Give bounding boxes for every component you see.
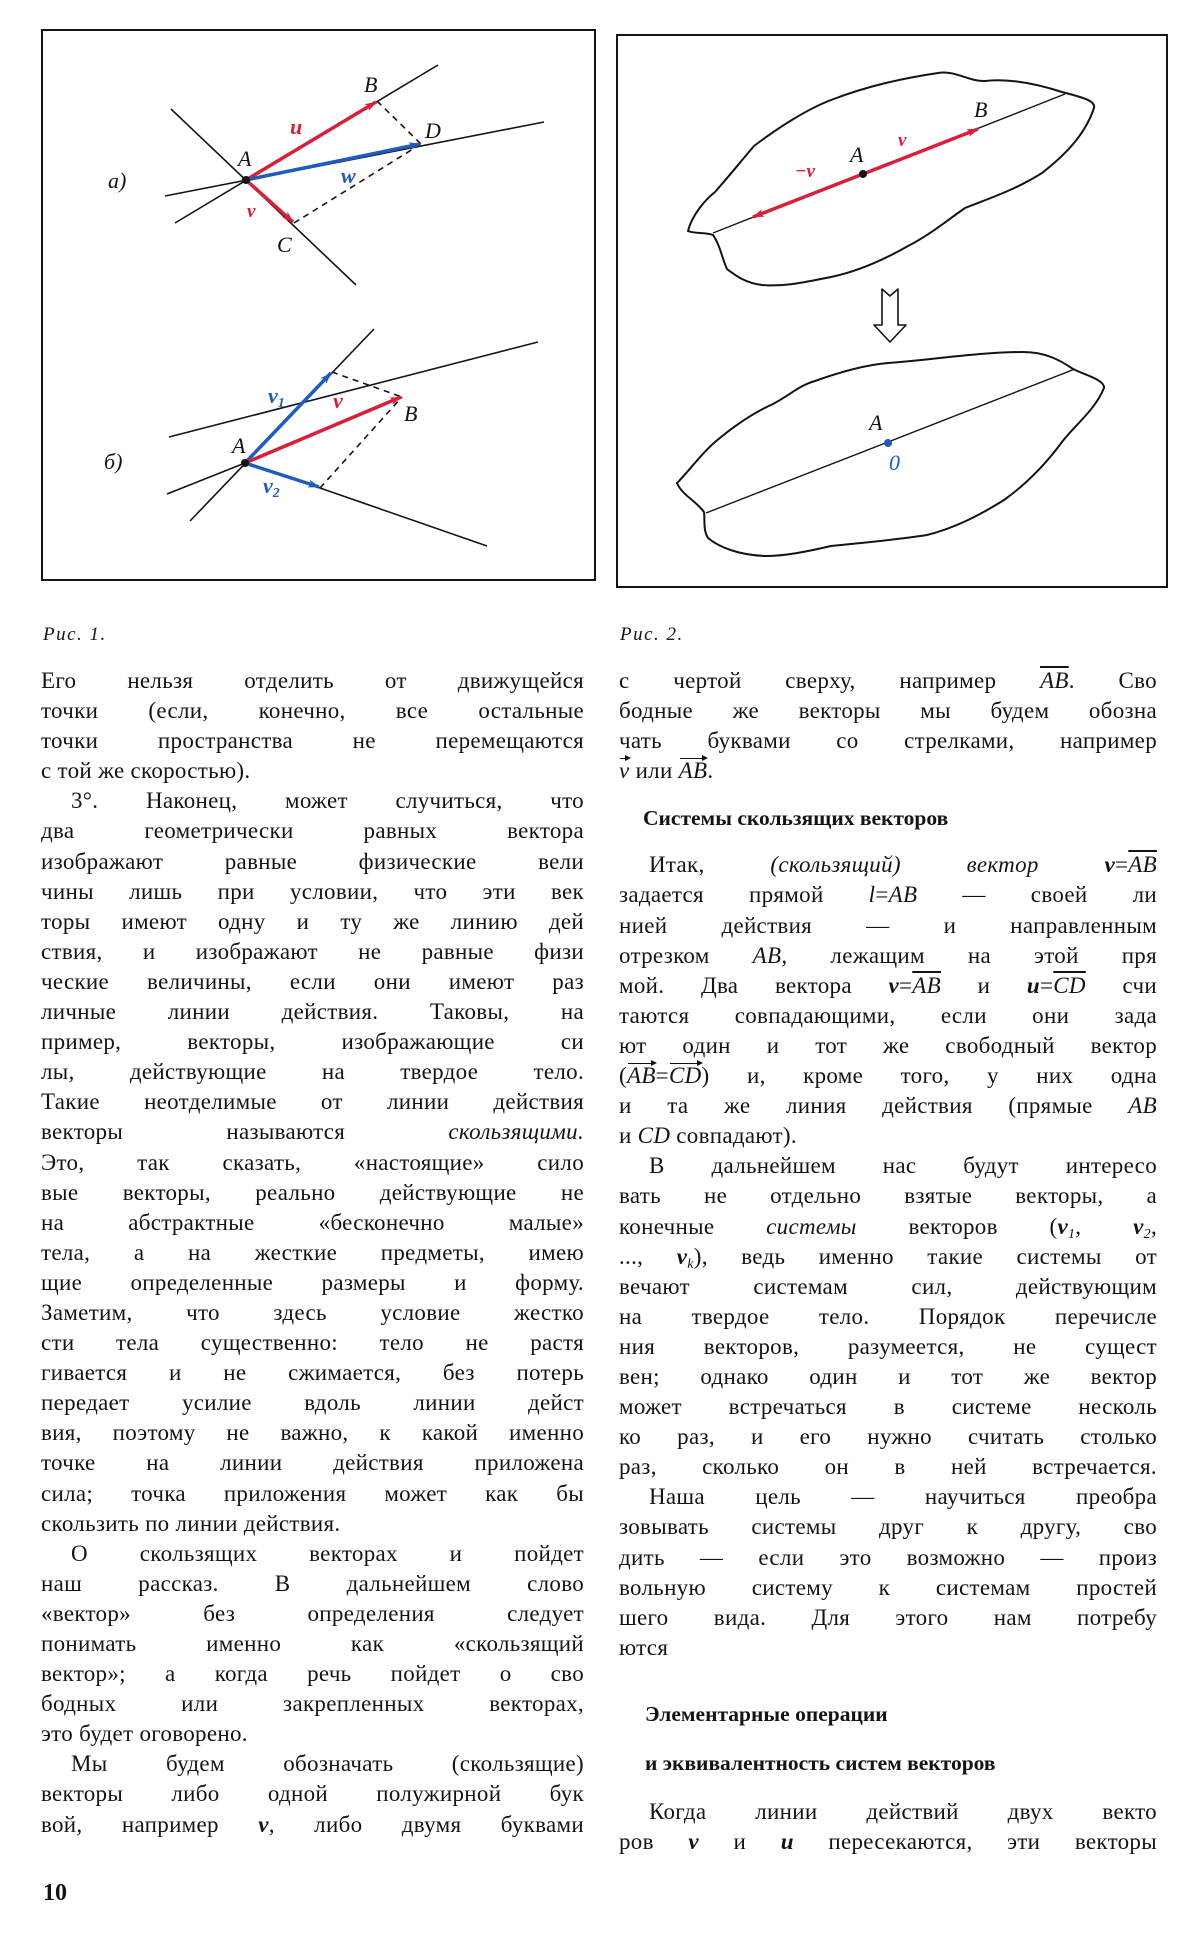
dashed-b-d	[377, 101, 421, 144]
text-line	[619, 1121, 1157, 1151]
text-line	[619, 971, 1157, 1001]
text-run: ), ведь именно такие системы от	[693, 1243, 1157, 1269]
label-vector-v: v	[898, 130, 907, 151]
text-line	[41, 937, 584, 967]
text-run: и	[619, 1123, 638, 1149]
text-run: ,	[1075, 1213, 1134, 1239]
text-run: таются совпадающими, если они зада	[619, 1002, 1157, 1028]
text-line	[41, 877, 584, 907]
text-run: ствия, и изображают не равные физи	[41, 938, 584, 964]
figure-2	[600, 0, 1200, 600]
math-symbol: $\overline{AB}$	[912, 972, 941, 998]
vector-w	[246, 144, 420, 180]
text-run: Его нельзя отделить от движущейся	[41, 668, 584, 693]
text-run: вать не отдельно взятые векторы, а	[619, 1183, 1157, 1209]
text-run: торы имеют одну и ту же линию дей	[41, 908, 584, 934]
math-symbol: k	[687, 1256, 694, 1272]
figure-1-frame	[42, 30, 595, 580]
text-run: скользить по линии действия.	[41, 1510, 341, 1536]
text-line	[41, 1448, 584, 1478]
text-line	[41, 666, 584, 696]
label-point-a: A	[238, 146, 252, 171]
text-line	[619, 1797, 1157, 1827]
vector-symbol: v	[1057, 1213, 1068, 1239]
text-line	[41, 696, 584, 726]
label-a-part: а)	[108, 168, 127, 193]
text-run: чать буквами со стрелками, например	[619, 728, 1157, 754]
text-run: вой, например	[41, 1811, 259, 1837]
point-a	[241, 459, 249, 467]
text-line	[41, 726, 584, 756]
math-symbol: 2	[1143, 1226, 1151, 1242]
label-point-a: A	[869, 410, 883, 435]
text-line	[41, 1328, 584, 1358]
text-run: «вектор» без определения следует	[41, 1600, 584, 1626]
text-line	[619, 1543, 1157, 1573]
text-run: =	[1115, 852, 1129, 878]
text-line	[41, 1719, 584, 1749]
text-run: ,	[1150, 1213, 1157, 1239]
section-heading: и эквивалентность систем векторов	[645, 1750, 996, 1775]
text-line	[41, 1810, 584, 1840]
label-vector-minus-v: −v	[795, 161, 815, 182]
math-symbol: CD	[669, 1061, 702, 1091]
text-line	[619, 1001, 1157, 1031]
vector-v	[863, 129, 978, 174]
vector-symbol: v	[888, 972, 899, 998]
figure-2-frame	[617, 35, 1167, 587]
part-b-diagram	[167, 329, 538, 546]
emphasis-text: системы	[766, 1213, 857, 1239]
math-symbol: AB	[627, 1061, 656, 1091]
label-vector-u: u	[290, 114, 303, 139]
text-run: Это, так сказать, «настоящие» сило	[41, 1149, 584, 1175]
text-run: , либо двумя буквами	[268, 1811, 584, 1837]
text-line	[619, 1332, 1157, 1362]
text-line	[41, 1479, 584, 1509]
rigid-body-outline-top	[688, 73, 1094, 286]
text-run: Такие неотделимые от линии действия	[41, 1089, 584, 1115]
math-symbol: $\overline{CD}$	[1053, 972, 1086, 998]
transform-arrow-icon	[874, 289, 906, 342]
text-line	[619, 941, 1157, 971]
text-line	[41, 1388, 584, 1418]
text-run: векторы либо одной полужирной бук	[41, 1781, 584, 1807]
text-run: ческие величины, если они имеют раз	[41, 968, 584, 994]
text-line	[41, 1298, 584, 1328]
text-line	[41, 1268, 584, 1298]
text-run: изображают равные физические вели	[41, 848, 584, 874]
text-line	[619, 666, 1157, 696]
emphasis-text: l	[868, 882, 876, 908]
text-run: передает усилие вдоль линии дейст	[41, 1390, 584, 1416]
vector-symbol: v	[258, 1811, 269, 1837]
text-line	[619, 1603, 1157, 1633]
right-text-column	[619, 666, 1157, 1857]
text-line	[41, 1358, 584, 1388]
math-symbol: $\overline{AB}$	[1128, 852, 1157, 878]
text-run: вые векторы, реально действующие не	[41, 1179, 584, 1205]
text-run: Когда линии действий двух векто	[649, 1798, 1157, 1824]
text-run: шего вида. Для этого нам потребу	[619, 1604, 1157, 1630]
text-line	[619, 1362, 1157, 1392]
label-point-b: B	[404, 401, 418, 426]
label-zero: 0	[889, 450, 900, 475]
text-line	[619, 756, 1157, 786]
text-run: точки (если, конечно, все остальные	[41, 698, 584, 724]
text-line	[619, 1392, 1157, 1422]
text-run: или	[629, 758, 679, 784]
text-line	[41, 907, 584, 937]
text-run: с чертой сверху, например	[619, 668, 1041, 693]
text-run: зовывать системы друг к другу, сво	[619, 1514, 1157, 1540]
label-point-a: A	[850, 142, 864, 167]
label-point-c: C	[277, 232, 292, 257]
text-run: личные линии действия. Таковы, на	[41, 999, 584, 1025]
text-run: с той же скоростью).	[41, 758, 251, 784]
text-run: Итак,	[649, 852, 771, 878]
text-run: =	[875, 882, 889, 908]
point-a	[859, 170, 867, 178]
text-line	[619, 1181, 1157, 1211]
text-run: (	[619, 1063, 627, 1089]
text-line	[619, 1573, 1157, 1603]
text-run: бодные же векторы мы будем обозна	[619, 698, 1157, 724]
text-line	[619, 1212, 1157, 1242]
text-run: и	[940, 972, 1027, 998]
text-run: вектор»; а когда речь пойдет о сво	[41, 1661, 584, 1687]
point-a-zero	[884, 439, 892, 447]
text-run: Мы будем обозначать (скользящие)	[71, 1751, 584, 1777]
text-run: сила; точка приложения может как бы	[41, 1480, 584, 1506]
text-run: . Сво	[1068, 668, 1157, 693]
label-b-part: б)	[104, 449, 123, 474]
text-run: на твердое тело. Порядок перечисле	[619, 1303, 1157, 1329]
text-run: наш рассказ. В дальнейшем слово	[41, 1570, 584, 1596]
text-run: и та же линия действия (прямые	[619, 1093, 1129, 1119]
section-heading: Элементарные операции	[645, 1701, 888, 1726]
text-run: счи	[1085, 972, 1157, 998]
text-run: вольную систему к системам простей	[619, 1574, 1157, 1600]
text-run: сти тела существенно: тело не растя	[41, 1330, 584, 1356]
text-line	[619, 1061, 1157, 1091]
text-run: вечают системам сил, действующим	[619, 1273, 1157, 1299]
text-run: ...,	[619, 1243, 677, 1269]
text-run	[1039, 852, 1105, 877]
vector-v2	[245, 463, 319, 487]
text-line	[41, 756, 584, 786]
text-run: ют один и тот же свободный вектор	[619, 1032, 1157, 1058]
text-line	[619, 880, 1157, 910]
label-vector-v1: v1	[268, 383, 285, 411]
text-run: точке на линии действия приложена	[41, 1450, 584, 1476]
vector-symbol: v	[676, 1243, 688, 1269]
text-line	[619, 726, 1157, 756]
text-line	[41, 1749, 584, 1779]
text-line	[41, 1689, 584, 1719]
label-point-d: D	[425, 118, 441, 143]
text-line	[41, 1629, 584, 1659]
vector-symbol: u	[780, 1829, 794, 1854]
figure-1	[0, 0, 600, 600]
text-line	[619, 1031, 1157, 1061]
label-point-a: A	[232, 433, 246, 458]
text-line	[41, 1027, 584, 1057]
label-point-b: B	[974, 97, 988, 122]
text-line	[619, 1272, 1157, 1302]
text-run: вия, поэтому не важно, к какой именно	[41, 1420, 584, 1446]
text-line	[41, 1117, 584, 1147]
label-vector-w: w	[341, 163, 356, 188]
text-run: ров	[619, 1829, 689, 1854]
text-run: пересекаются, эти векторы	[793, 1829, 1157, 1854]
text-run: конечные	[619, 1213, 767, 1239]
emphasis-text: AB	[752, 942, 782, 968]
text-line	[619, 1242, 1157, 1272]
text-run: и	[698, 1829, 781, 1854]
label-vector-v: v	[333, 388, 343, 413]
emphasis-text: скользящими.	[448, 1119, 584, 1145]
text-run: чины лишь при условии, что эти век	[41, 878, 584, 904]
text-run: щие определенные размеры и форму.	[41, 1269, 584, 1295]
text-run: .	[707, 758, 714, 784]
math-symbol: v	[619, 756, 630, 786]
text-run: задается прямой	[619, 882, 869, 908]
text-line	[41, 1418, 584, 1448]
emphasis-text: (скользящий) вектор	[770, 852, 1039, 878]
text-line	[619, 1422, 1157, 1452]
text-line	[41, 1569, 584, 1599]
text-line	[41, 1779, 584, 1809]
text-run: В дальнейшем нас будут интересо	[649, 1153, 1157, 1179]
text-line	[41, 1509, 584, 1539]
text-run: понимать именно как «скользящий	[41, 1631, 584, 1656]
text-run: векторы называются	[41, 1119, 449, 1145]
section-heading: Системы скользящих векторов	[643, 806, 949, 831]
text-line	[619, 1091, 1157, 1121]
vector-v1	[245, 373, 331, 463]
vector-symbol: v	[688, 1829, 699, 1854]
math-symbol: $\overline{AB}$	[1040, 668, 1069, 693]
text-line	[619, 1827, 1157, 1857]
text-line	[619, 850, 1157, 880]
text-run: Заметим, что здесь условие жестко	[41, 1299, 584, 1325]
text-line	[619, 1482, 1157, 1512]
line-of-action-v	[169, 342, 538, 437]
text-line	[41, 816, 584, 846]
text-run: — своей ли	[917, 882, 1157, 908]
text-line	[41, 847, 584, 877]
text-run: , лежащим на этой пря	[781, 942, 1157, 968]
text-run: ются	[619, 1634, 669, 1660]
text-run: дить — если это возможно — произ	[619, 1544, 1157, 1570]
text-run: ния векторов, разумеется, не сущест	[619, 1333, 1157, 1359]
text-line	[41, 1599, 584, 1629]
text-line	[41, 1057, 584, 1087]
math-symbol: AB	[679, 756, 708, 786]
text-run: векторов (	[856, 1213, 1058, 1239]
text-run: тела, а на жесткие предметы, имею	[41, 1239, 584, 1265]
text-run: нией действия — и направленным	[619, 912, 1157, 938]
vector-symbol: v	[1133, 1213, 1144, 1239]
text-line	[41, 1238, 584, 1268]
text-run: отрезком	[619, 942, 753, 968]
figure-2-caption: Рис. 2.	[620, 624, 684, 645]
page-number: 10	[43, 1880, 67, 1906]
math-symbol: 1	[1067, 1226, 1076, 1242]
label-point-b: B	[364, 72, 378, 97]
emphasis-text: AB	[888, 882, 918, 908]
label-vector-v2: v2	[263, 473, 280, 501]
text-line	[41, 786, 584, 816]
text-run: О скользящих векторах и пойдет	[71, 1540, 584, 1566]
left-text-column	[41, 666, 584, 1840]
text-line	[619, 1151, 1157, 1181]
text-run: совпадают).	[670, 1123, 797, 1149]
text-line	[41, 1148, 584, 1178]
text-run: =	[1039, 972, 1054, 998]
text-line	[41, 967, 584, 997]
text-line	[41, 1659, 584, 1689]
text-run: это будет оговорено.	[41, 1721, 248, 1747]
text-run: вен; однако один и тот же вектор	[619, 1363, 1157, 1389]
text-line	[41, 1178, 584, 1208]
vector-symbol: u	[1026, 972, 1040, 998]
text-line	[619, 1512, 1157, 1542]
text-line	[41, 1208, 584, 1238]
emphasis-text: AB	[1128, 1093, 1157, 1119]
text-run: раз, сколько он в ней встречается.	[619, 1454, 1157, 1480]
text-run: пример, векторы, изображающие си	[41, 1029, 584, 1055]
text-run: гивается и не сжимается, без потерь	[41, 1360, 584, 1386]
point-a	[242, 176, 250, 184]
text-run: бодных или закрепленных векторах,	[41, 1691, 584, 1717]
text-run: точки пространства не перемещаются	[41, 728, 584, 754]
line-of-action-v2	[167, 463, 245, 494]
text-run: мой. Два вектора	[619, 972, 889, 998]
text-run: два геометрически равных вектора	[41, 818, 584, 844]
text-run: =	[898, 972, 913, 998]
text-run: Наша цель — научиться преобра	[649, 1484, 1157, 1510]
text-line	[619, 911, 1157, 941]
text-line	[619, 696, 1157, 726]
text-run: ко раз, и его нужно считать столько	[619, 1424, 1157, 1450]
text-run: может встречаться в системе несколь	[619, 1394, 1157, 1420]
text-run: 3°. Наконец, может случиться, что	[71, 788, 584, 814]
text-line	[619, 1452, 1157, 1482]
vector-symbol: v	[1104, 852, 1115, 878]
text-line	[619, 1633, 1157, 1663]
text-line	[619, 1302, 1157, 1332]
label-vector-v: v	[247, 201, 256, 222]
text-run: лы, действующие на твердое тело.	[41, 1059, 584, 1085]
text-run: =	[655, 1063, 669, 1089]
text-run: ) и, кроме того, у них одна	[701, 1063, 1157, 1089]
text-line	[41, 1087, 584, 1117]
figure-1-caption: Рис. 1.	[43, 624, 107, 645]
emphasis-text: CD	[637, 1123, 671, 1149]
text-line	[41, 1539, 584, 1569]
text-run: на абстрактные «бесконечно малые»	[41, 1209, 584, 1235]
text-line	[41, 997, 584, 1027]
